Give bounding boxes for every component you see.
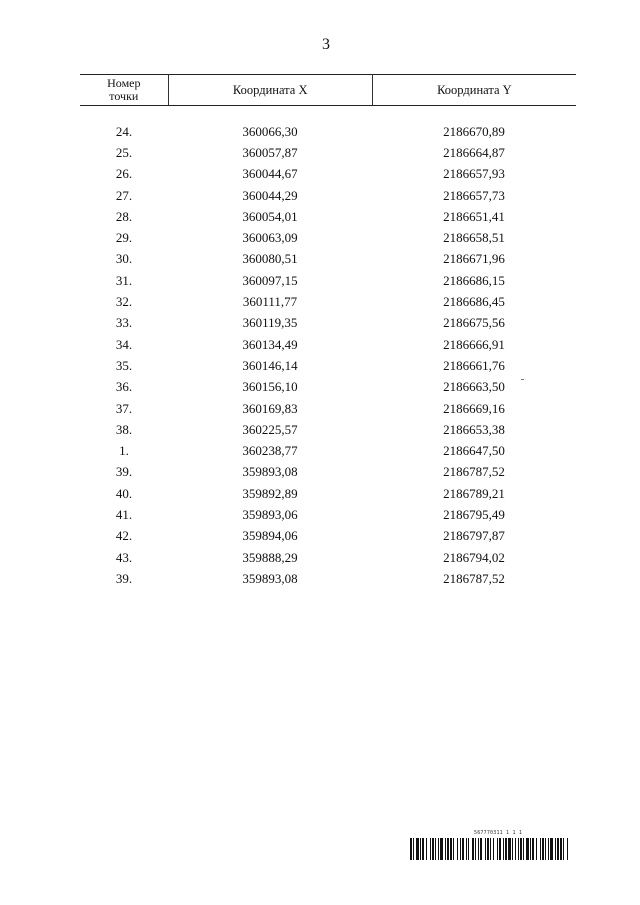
coordinate-x-cell: 359893,08 — [242, 464, 298, 480]
barcode-bar — [450, 838, 452, 860]
barcode-bar — [542, 838, 544, 860]
coordinate-x-cell: 360066,30 — [242, 123, 298, 139]
barcode-bar — [545, 838, 546, 860]
coordinate-x-cell: 359894,06 — [242, 528, 298, 544]
point-number-cell: 35. — [115, 357, 133, 373]
coordinate-x-cell: 360134,49 — [242, 336, 298, 352]
table-row — [80, 313, 576, 334]
coordinate-y-cell: 2186787,52 — [443, 464, 505, 480]
barcode-bar — [438, 838, 439, 860]
barcode-bar — [413, 838, 414, 860]
coordinate-x-cell: 359893,06 — [242, 506, 298, 522]
table-header-row — [80, 74, 576, 106]
barcode-bar — [490, 838, 491, 860]
coordinate-x-cell: 360054,01 — [242, 208, 298, 224]
barcode-bar — [536, 838, 537, 860]
coordinate-x-cell: 360097,15 — [242, 272, 298, 288]
coordinate-y-cell: 2186794,02 — [443, 549, 505, 565]
table-row — [80, 568, 576, 589]
barcode-bars — [410, 838, 570, 860]
barcode-bar — [526, 838, 529, 860]
coordinate-x-cell: 360225,57 — [242, 421, 298, 437]
table-row — [80, 504, 576, 525]
barcode-bar — [426, 838, 427, 860]
coordinate-y-cell: 2186686,15 — [443, 272, 505, 288]
coordinate-y-cell: 2186797,87 — [443, 528, 505, 544]
barcode-bar — [499, 838, 501, 860]
table-row — [80, 142, 576, 163]
point-number-cell: 36. — [115, 379, 133, 395]
coordinate-y-cell: 2186686,45 — [443, 294, 505, 310]
point-number-cell: 38. — [115, 421, 133, 437]
header-point-number-line2: точки — [109, 89, 139, 103]
point-number-cell: 39. — [115, 570, 133, 586]
point-number-cell: 1. — [119, 443, 129, 459]
point-number-cell: 28. — [115, 208, 133, 224]
table-row — [80, 227, 576, 248]
barcode-bar — [485, 838, 486, 860]
page-number: 3 — [322, 36, 330, 53]
table-row — [80, 483, 576, 504]
table-row — [80, 291, 576, 312]
point-number-cell: 34. — [115, 336, 133, 352]
table-row — [80, 206, 576, 227]
coordinate-x-cell: 360044,67 — [242, 166, 298, 182]
table-row — [80, 355, 576, 376]
barcode-bar — [478, 838, 479, 860]
coordinate-y-cell: 2186787,52 — [443, 570, 505, 586]
coordinate-x-cell: 360063,09 — [242, 230, 298, 246]
barcode-bar — [416, 838, 419, 860]
barcode-bar — [567, 838, 568, 860]
coordinate-y-cell: 2186789,21 — [443, 485, 505, 501]
coordinate-y-cell: 2186670,89 — [443, 123, 505, 139]
barcode-bar — [480, 838, 482, 860]
coordinate-y-cell: 2186657,93 — [443, 166, 505, 182]
table-row — [80, 398, 576, 419]
barcode-bar — [515, 838, 516, 860]
coordinate-y-cell: 2186661,76 — [443, 357, 505, 373]
table-row — [80, 419, 576, 440]
point-number-cell: 42. — [115, 528, 133, 544]
point-number-cell: 29. — [115, 230, 133, 246]
barcode-number: 567770311 1 1 1 — [474, 830, 523, 836]
barcode-bar — [487, 838, 489, 860]
barcode-bar — [518, 838, 519, 860]
coordinate-y-cell: 2186663,50 — [443, 379, 505, 395]
coordinate-y-cell: 2186669,16 — [443, 400, 505, 416]
point-number-cell: 30. — [115, 251, 133, 267]
barcode-bar — [557, 838, 559, 860]
coordinate-y-cell: 2186658,51 — [443, 230, 505, 246]
barcode-bar — [520, 838, 522, 860]
table-row — [80, 249, 576, 270]
coordinate-x-cell: 359892,89 — [242, 485, 298, 501]
coordinate-y-cell: 2186657,73 — [443, 187, 505, 203]
barcode-bar — [466, 838, 467, 860]
table-row — [80, 121, 576, 142]
barcode-bar — [503, 838, 504, 860]
point-number-cell: 26. — [115, 166, 133, 182]
barcode-bar — [505, 838, 507, 860]
table-row — [80, 164, 576, 185]
barcode-bar — [475, 838, 476, 860]
coordinate-y-cell: 2186666,91 — [443, 336, 505, 352]
barcode-bar — [457, 838, 458, 860]
barcode-bar — [512, 838, 513, 860]
header-point-number-line1: Номер — [107, 76, 141, 90]
coordinate-y-cell: 2186664,87 — [443, 144, 505, 160]
table-row — [80, 377, 576, 398]
point-number-cell: 37. — [115, 400, 133, 416]
barcode-bar — [430, 838, 431, 860]
point-number-cell: 40. — [115, 485, 133, 501]
barcode-bar — [435, 838, 436, 860]
barcode-bar — [508, 838, 511, 860]
point-number-cell: 33. — [115, 315, 133, 331]
barcode-bar — [548, 838, 549, 860]
barcode-bar — [472, 838, 474, 860]
coordinate-y-cell: 2186647,50 — [443, 443, 505, 459]
barcode-bar — [460, 838, 461, 860]
coordinate-x-cell: 359893,08 — [242, 570, 298, 586]
barcode-bar — [440, 838, 443, 860]
barcode-bar — [410, 838, 412, 860]
barcode-bar — [497, 838, 498, 860]
barcode-bar — [462, 838, 464, 860]
header-coordinate-y: Координата Y — [437, 82, 512, 97]
point-number-cell: 24. — [115, 123, 133, 139]
coordinate-y-cell: 2186653,38 — [443, 421, 505, 437]
table-body — [80, 121, 576, 590]
coordinate-y-cell: 2186671,96 — [443, 251, 505, 267]
coordinate-x-cell: 360119,35 — [242, 315, 298, 331]
point-number-cell: 25. — [115, 144, 133, 160]
barcode-bar — [540, 838, 541, 860]
table-row — [80, 440, 576, 461]
coordinates-table — [80, 74, 576, 590]
coordinate-x-cell: 360044,29 — [242, 187, 298, 203]
table-row — [80, 334, 576, 355]
barcode-bar — [532, 838, 534, 860]
point-number-cell: 31. — [115, 272, 133, 288]
barcode-bar — [447, 838, 449, 860]
barcode-bar — [523, 838, 524, 860]
barcode-bar — [550, 838, 553, 860]
barcode-bar — [560, 838, 562, 860]
barcode-bar — [453, 838, 454, 860]
header-coordinate-x: Координата X — [169, 75, 373, 105]
coordinate-x-cell: 359888,29 — [242, 549, 298, 565]
barcode-bar — [493, 838, 494, 860]
coordinate-y-cell: 2186795,49 — [443, 506, 505, 522]
coordinate-x-cell: 360169,83 — [242, 400, 298, 416]
barcode-bar — [468, 838, 469, 860]
barcode-bar — [445, 838, 446, 860]
header-point-number — [80, 75, 169, 105]
coordinate-x-cell: 360111,77 — [242, 294, 298, 310]
coordinate-y-cell: 2186651,41 — [443, 208, 505, 224]
stray-mark — [521, 379, 524, 380]
barcode-bar — [555, 838, 556, 860]
barcode-bar — [563, 838, 564, 860]
barcode-bar — [530, 838, 531, 860]
table-row — [80, 270, 576, 291]
coordinate-x-cell: 360057,87 — [242, 144, 298, 160]
table-row — [80, 547, 576, 568]
point-number-cell: 41. — [115, 506, 133, 522]
barcode-bar — [422, 838, 424, 860]
barcode-bar — [432, 838, 434, 860]
point-number-cell: 32. — [115, 294, 133, 310]
table-row — [80, 462, 576, 483]
point-number-cell: 39. — [115, 464, 133, 480]
coordinate-y-cell: 2186675,56 — [443, 315, 505, 331]
coordinate-x-cell: 360080,51 — [242, 251, 298, 267]
point-number-cell: 43. — [115, 549, 133, 565]
point-number-cell: 27. — [115, 187, 133, 203]
coordinate-x-cell: 360156,10 — [242, 379, 298, 395]
table-row — [80, 185, 576, 206]
barcode-bar — [420, 838, 421, 860]
barcode — [410, 830, 570, 862]
coordinate-x-cell: 360146,14 — [242, 357, 298, 373]
table-row — [80, 526, 576, 547]
coordinate-x-cell: 360238,77 — [242, 443, 298, 459]
